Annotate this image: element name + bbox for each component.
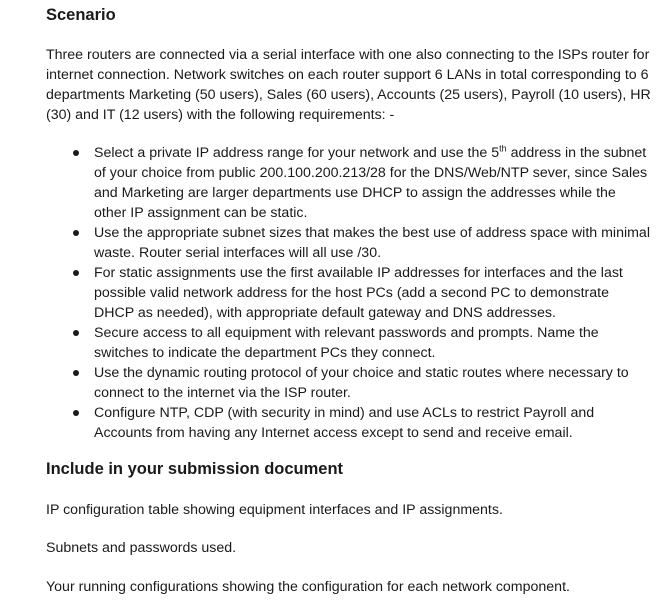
bullet-icon (73, 370, 79, 376)
requirement-text-4: Secure access to all equipment with relevant passwords and prompts. Name the switches to indicate the department PCs they connect. (94, 325, 599, 361)
bullet-icon (73, 330, 79, 336)
requirement-item-5 (46, 363, 652, 403)
ordinal-suffix: th (499, 143, 507, 154)
requirements-list (46, 143, 652, 443)
submission-item-3: Your running configurations showing the configuration for each network component. (46, 579, 570, 595)
scenario-intro: Three routers are connected via a serial interface with one also connecting to the ISPs router for internet connection. Network switches on each router support 6 LANs in total corresponding to 6 departments Marketing (50 users), Sales (60 users), Accounts (25 users), Payroll (10 users), HR (30) and IT (12 users) with the following requirements: - (46, 47, 651, 123)
scenario-heading: Scenario (46, 6, 116, 24)
requirement-item-2 (46, 223, 652, 263)
requirement-text-1-post: address in the subnet of your choice from public 200.100.200.213/28 for the DNS/Web/NTP sever, since Sales and Marketing are larger departments use DHCP to assign the addresses while the other IP assignment can be static. (94, 145, 648, 221)
requirement-item-6 (46, 403, 652, 443)
bullet-icon (73, 270, 79, 276)
submission-item-2: Subnets and passwords used. (46, 540, 237, 556)
requirement-item-4 (46, 323, 652, 363)
submission-heading: Include in your submission document (46, 460, 344, 478)
requirement-text-5: Use the dynamic routing protocol of your choice and static routes where necessary to connect to the internet via the ISP router. (94, 365, 629, 401)
submission-item-1: IP configuration table showing equipment interfaces and IP assignments. (46, 502, 503, 518)
bullet-icon (73, 150, 79, 156)
requirement-item-1 (46, 143, 652, 223)
requirement-text-1-pre: Select a private IP address range for your network and use the 5 (94, 145, 500, 161)
requirement-item-3 (46, 263, 652, 323)
requirement-text-3: For static assignments use the first available IP addresses for interfaces and the last possible valid network address for the host PCs (add a second PC to demonstrate DHCP as needed), with appropriate default gateway and DNS addresses. (94, 265, 623, 321)
bullet-icon (73, 410, 79, 416)
requirement-text-2: Use the appropriate subnet sizes that makes the best use of address space with minimal waste. Router serial interfaces will all use /30. (94, 225, 650, 261)
requirement-text-6: Configure NTP, CDP (with security in mind) and use ACLs to restrict Payroll and Accounts from having any Internet access except to send and receive email. (94, 405, 595, 441)
bullet-icon (73, 230, 79, 236)
